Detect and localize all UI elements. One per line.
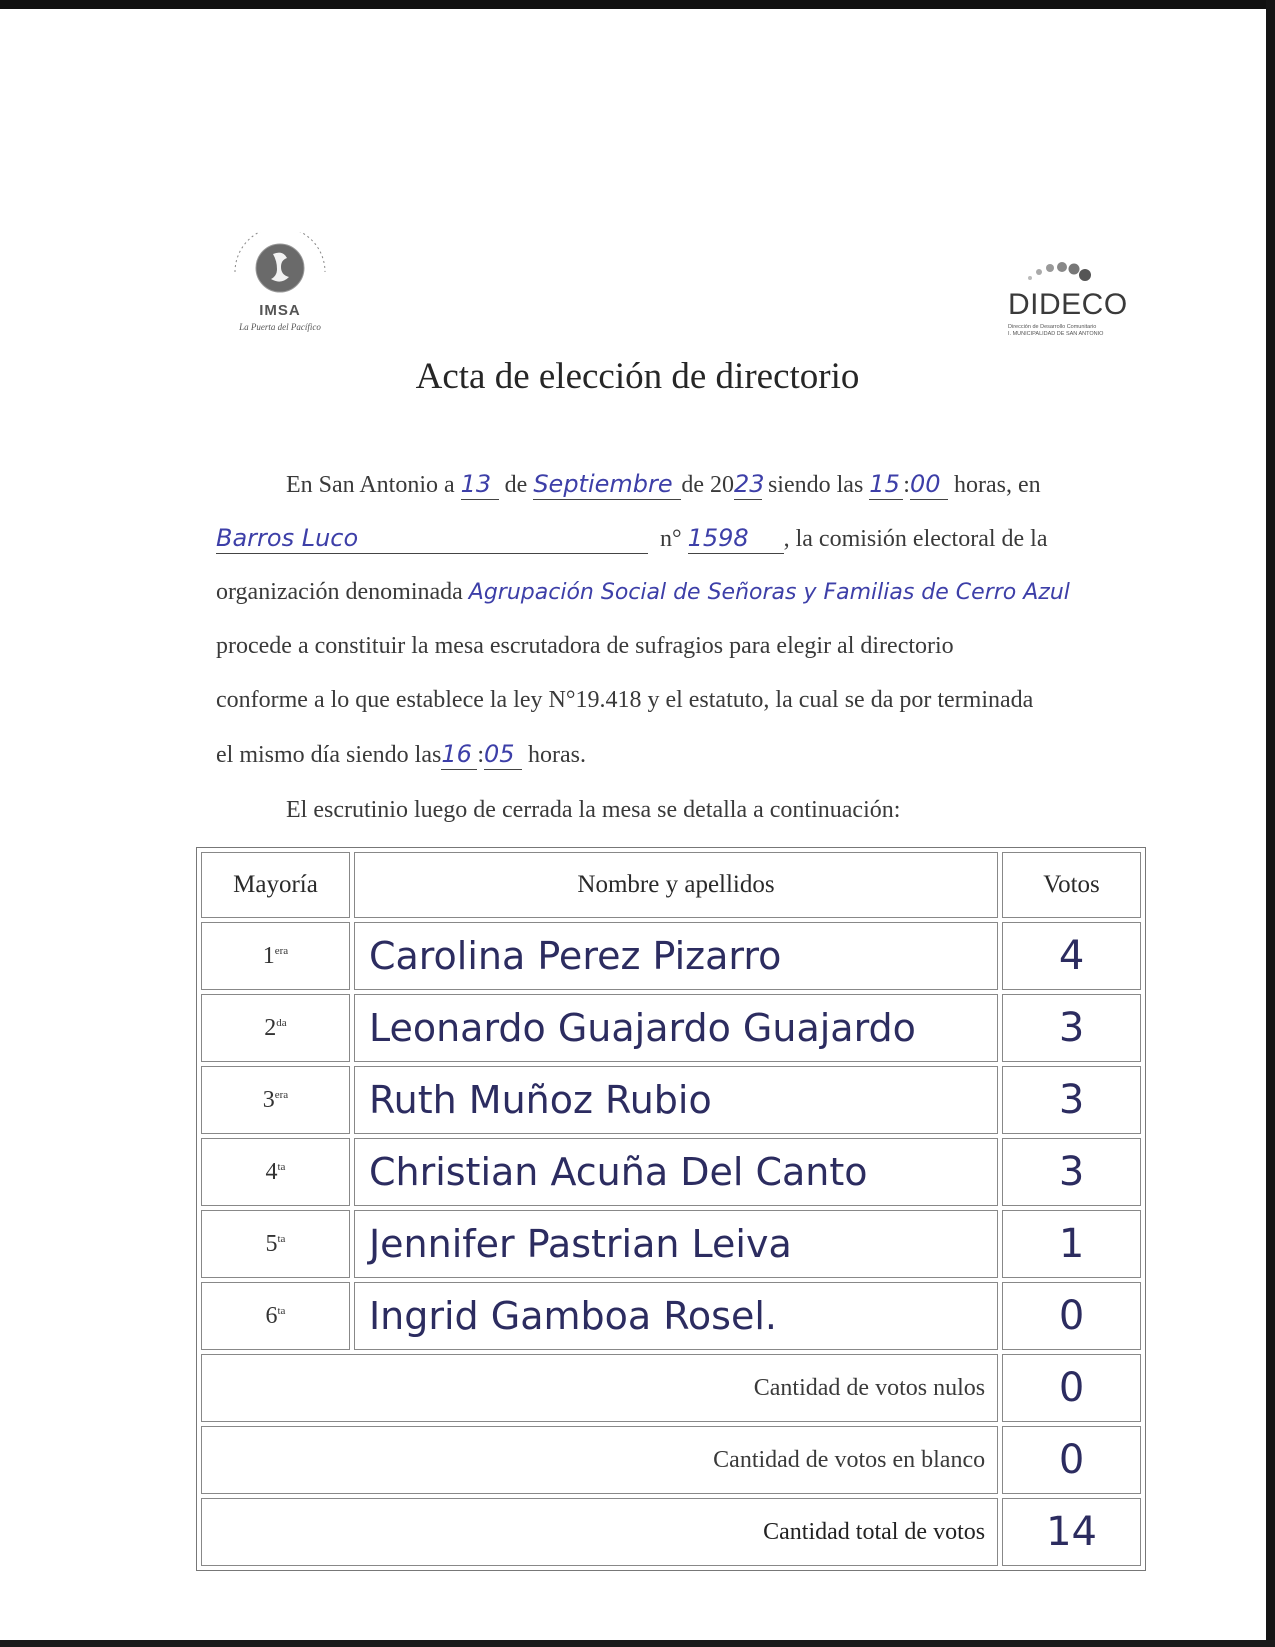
header-mayoria: Mayoría — [201, 852, 350, 918]
candidate-votes-cell[interactable]: 0 — [1002, 1282, 1141, 1350]
candidate-votes-cell[interactable]: 3 — [1002, 1066, 1141, 1134]
candidate-votes-cell[interactable]: 3 — [1002, 1138, 1141, 1206]
table-row — [201, 922, 1141, 990]
imsa-logo — [215, 232, 345, 347]
table-row — [201, 1066, 1141, 1134]
imsa-emblem-icon — [215, 232, 345, 312]
imsa-logo-tagline: La Puerta del Pacífico — [239, 322, 321, 332]
start-hour-field[interactable] — [869, 470, 903, 500]
imsa-logo-name: IMSA — [259, 302, 301, 319]
candidate-name-cell[interactable]: Christian Acuña Del Canto — [354, 1138, 998, 1206]
dideco-dots-icon — [1000, 258, 1135, 288]
month-field[interactable] — [533, 470, 681, 500]
candidate-name-cell[interactable]: Ruth Muñoz Rubio — [354, 1066, 998, 1134]
rank-cell — [201, 1066, 350, 1134]
table-row-total — [201, 1498, 1141, 1566]
nulos-votes-cell[interactable]: 0 — [1002, 1354, 1141, 1422]
dideco-logo-municipality: I. MUNICIPALIDAD DE SAN ANTONIO — [1008, 331, 1104, 337]
form-text-comision: , la comisión electoral de la — [783, 526, 1048, 552]
street-field[interactable] — [216, 524, 648, 554]
year-value: 23 — [733, 470, 765, 498]
rank-cell — [201, 1138, 350, 1206]
total-votes-cell[interactable]: 14 — [1002, 1498, 1141, 1566]
rank-cell — [201, 994, 350, 1062]
street-number-value: 1598 — [687, 524, 749, 552]
street-value: Barros Luco — [216, 524, 359, 552]
table-row — [201, 994, 1141, 1062]
day-field[interactable] — [461, 470, 499, 500]
escrutinio-text: El escrutinio luego de cerrada la mesa se detalla a continuación: — [286, 797, 901, 823]
form-text-horas: horas. — [527, 742, 586, 768]
table-row-blanco — [201, 1426, 1141, 1494]
form-text-de: de — [504, 472, 528, 498]
form-line-5: conforme a lo que establece la ley N°19.418 y el estatuto, la cual se da por terminada — [216, 687, 1034, 713]
form-line-3 — [216, 578, 1216, 607]
scan-border-top — [0, 0, 1275, 9]
scan-border-right — [1266, 0, 1275, 1647]
table-row — [201, 1282, 1141, 1350]
candidate-name-cell[interactable]: Jennifer Pastrian Leiva — [354, 1210, 998, 1278]
candidate-name-cell[interactable]: Carolina Perez Pizarro — [354, 922, 998, 990]
rank-cell — [201, 922, 350, 990]
form-text-numero: n° — [660, 526, 682, 552]
rank-suffix: da — [276, 1016, 287, 1029]
header-nombre: Nombre y apellidos — [354, 852, 998, 918]
form-text-en-san-antonio: En San Antonio a — [286, 472, 455, 498]
rank-cell — [201, 1210, 350, 1278]
rank-suffix: era — [274, 944, 289, 957]
rank-number: 1 — [262, 942, 275, 969]
table-header-row — [201, 852, 1141, 918]
dideco-logo — [1000, 258, 1135, 338]
header-votos: Votos — [1002, 852, 1141, 918]
rank-number: 6 — [265, 1302, 278, 1329]
rank-number: 3 — [262, 1086, 275, 1113]
blanco-votes-cell[interactable]: 0 — [1002, 1426, 1141, 1494]
end-hour-value: 16 — [441, 740, 472, 768]
candidate-name-cell[interactable]: Ingrid Gamboa Rosel. — [354, 1282, 998, 1350]
table-row-nulos — [201, 1354, 1141, 1422]
rank-number: 2 — [264, 1014, 277, 1041]
rank-suffix: ta — [277, 1232, 286, 1245]
end-minute-field[interactable] — [484, 740, 522, 770]
start-hour-value: 15 — [869, 470, 900, 498]
nulos-label: Cantidad de votos nulos — [201, 1354, 998, 1422]
start-minute-field[interactable] — [910, 470, 948, 500]
form-text-colon: : — [903, 472, 910, 498]
form-text-horas-en: horas, en — [953, 472, 1041, 498]
form-text-mismo-dia: el mismo día siendo las — [216, 742, 442, 768]
table-row — [201, 1138, 1141, 1206]
rank-number: 5 — [265, 1230, 278, 1257]
table-row — [201, 1210, 1141, 1278]
document-title: Acta de elección de directorio — [415, 356, 860, 397]
total-label: Cantidad total de votos — [201, 1498, 998, 1566]
form-line-4: procede a constituir la mesa escrutadora de sufragios para elegir al directorio — [216, 633, 954, 659]
rank-number: 4 — [265, 1158, 278, 1185]
form-text-colon-2: : — [477, 742, 484, 768]
organization-name-value[interactable]: Agrupación Social de Señoras y Familias de Cerro Azul — [468, 580, 1070, 605]
month-value: Septiembre — [533, 470, 673, 498]
candidate-name-cell[interactable]: Leonardo Guajardo Guajardo — [354, 994, 998, 1062]
votes-table — [196, 847, 1146, 1571]
form-line-6 — [216, 740, 1132, 770]
rank-suffix: ta — [277, 1160, 286, 1173]
form-line-1 — [286, 470, 1132, 500]
blanco-label: Cantidad de votos en blanco — [201, 1426, 998, 1494]
end-minute-value: 05 — [483, 740, 515, 768]
year-field[interactable] — [733, 470, 765, 500]
form-line-2 — [216, 524, 1132, 554]
street-number-field[interactable] — [688, 524, 784, 554]
form-text-de-20: de 20 — [681, 472, 734, 498]
dideco-logo-name: DIDECO — [1008, 288, 1128, 321]
rank-suffix: ta — [277, 1304, 286, 1317]
candidate-votes-cell[interactable]: 4 — [1002, 922, 1141, 990]
form-text-siendo-las: siendo las — [767, 472, 864, 498]
rank-suffix: era — [274, 1088, 289, 1101]
rank-cell — [201, 1282, 350, 1350]
form-text-organizacion: organización denominada — [216, 579, 463, 605]
start-minute-value: 00 — [909, 470, 941, 498]
dideco-logo-subtitle: Dirección de Desarrollo Comunitario — [1008, 324, 1097, 330]
day-value: 13 — [460, 470, 492, 498]
candidate-votes-cell[interactable]: 3 — [1002, 994, 1141, 1062]
scan-border-bottom — [0, 1640, 1275, 1647]
end-hour-field[interactable] — [441, 740, 477, 770]
candidate-votes-cell[interactable]: 1 — [1002, 1210, 1141, 1278]
